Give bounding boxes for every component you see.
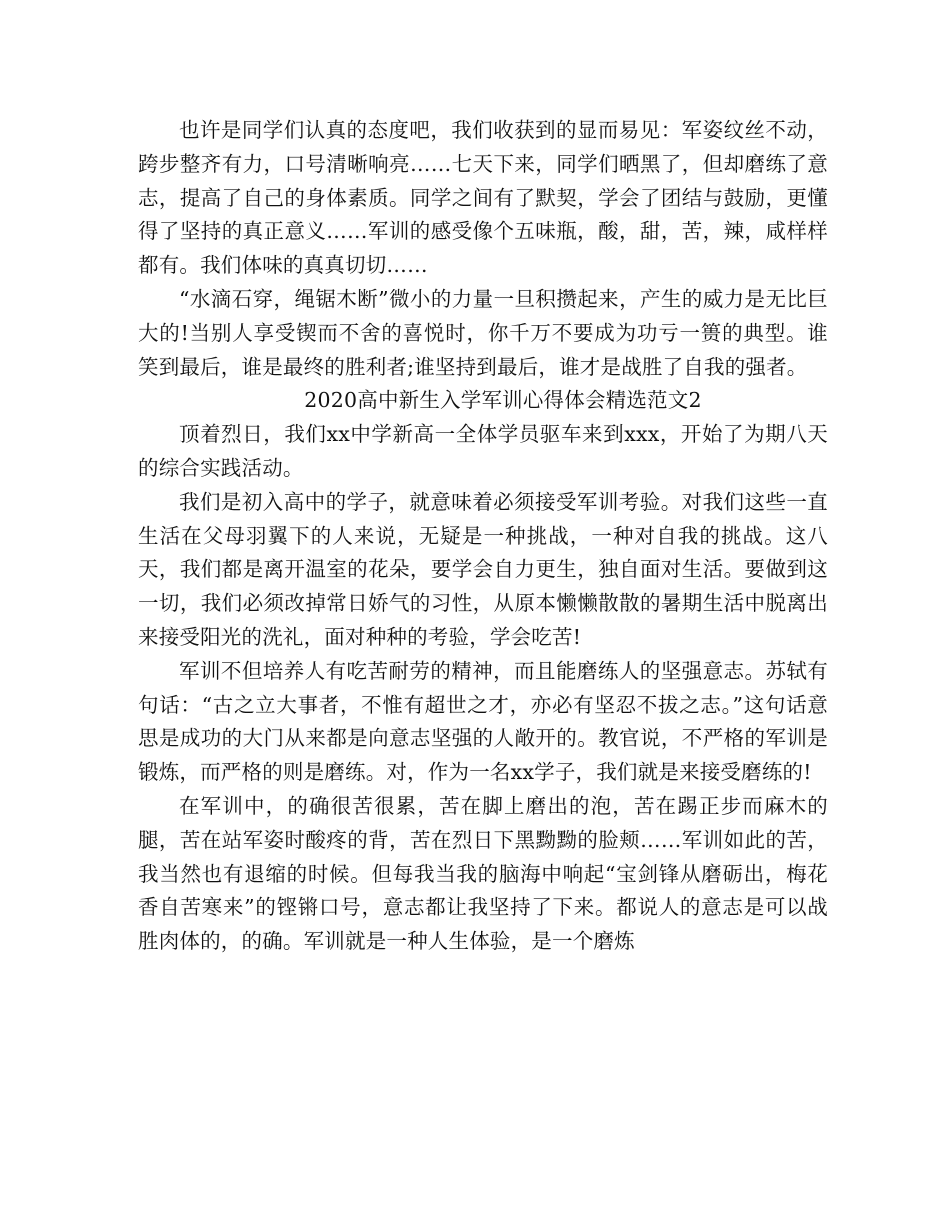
paragraph: 军训不但培养人有吃苦耐劳的精神，而且能磨练人的坚强意志。苏轼有句话：“古之立大事者，不惟有超世之才，亦必有坚忍不拔之志。”这句话意思是成功的大门从来都是向意志坚强的人敞开的。教官说，不严格的军训是锻炼，而严格的则是磨练。对，作为一名xx学子，我们就是来接受磨练的!	[138, 658, 828, 785]
paragraph: 我们是初入高中的学子，就意味着必须接受军训考验。对我们这些一直生活在父母羽翼下的人来说，无疑是一种挑战，一种对自我的挑战。这八天，我们都是离开温室的花朵，要学会自力更生，独自面对生活。要做到这一切，我们必须改掉常日娇气的习性，从原本懒懒散散的暑期生活中脱离出来接受阳光的洗礼，面对种种的考验，学会吃苦!	[138, 489, 828, 649]
paragraph: “水滴石穿，绳锯木断”微小的力量一旦积攒起来，产生的威力是无比巨大的!当别人享受锲而不舍的喜悦时，你千万不要成为功亏一篑的典型。谁笑到最后，谁是最终的胜利者;谁坚持到最后，谁才是战胜了自我的强者。	[138, 286, 828, 379]
paragraph: 顶着烈日，我们xx中学新高一全体学员驱车来到xxx，开始了为期八天的综合实践活动。	[138, 422, 828, 480]
document-page	[138, 114, 828, 959]
paragraph: 也许是同学们认真的态度吧，我们收获到的显而易见：军姿纹丝不动，跨步整齐有力，口号清晰响亮……七天下来，同学们晒黑了，但却磨练了意志，提高了自己的身体素质。同学之间有了默契，学会了团结与鼓励，更懂得了坚持的真正意义……军训的感受像个五味瓶，酸，甜，苦，辣，咸样样都有。我们体味的真真切切……	[138, 118, 828, 278]
paragraph: 在军训中，的确很苦很累，苦在脚上磨出的泡，苦在踢正步而麻木的腿，苦在站军姿时酸疼的背，苦在烈日下黑黝黝的脸颊……军训如此的苦，我当然也有退缩的时候。但每我当我的脑海中响起“宝剑锋从磨砺出，梅花香自苦寒来”的铿锵口号，意志都让我坚持了下来。都说人的意志是可以战胜肉体的，的确。军训就是一种人生体验，是一个磨炼	[138, 793, 828, 954]
section-title: 2020高中新生入学军训心得体会精选范文2	[304, 388, 702, 413]
